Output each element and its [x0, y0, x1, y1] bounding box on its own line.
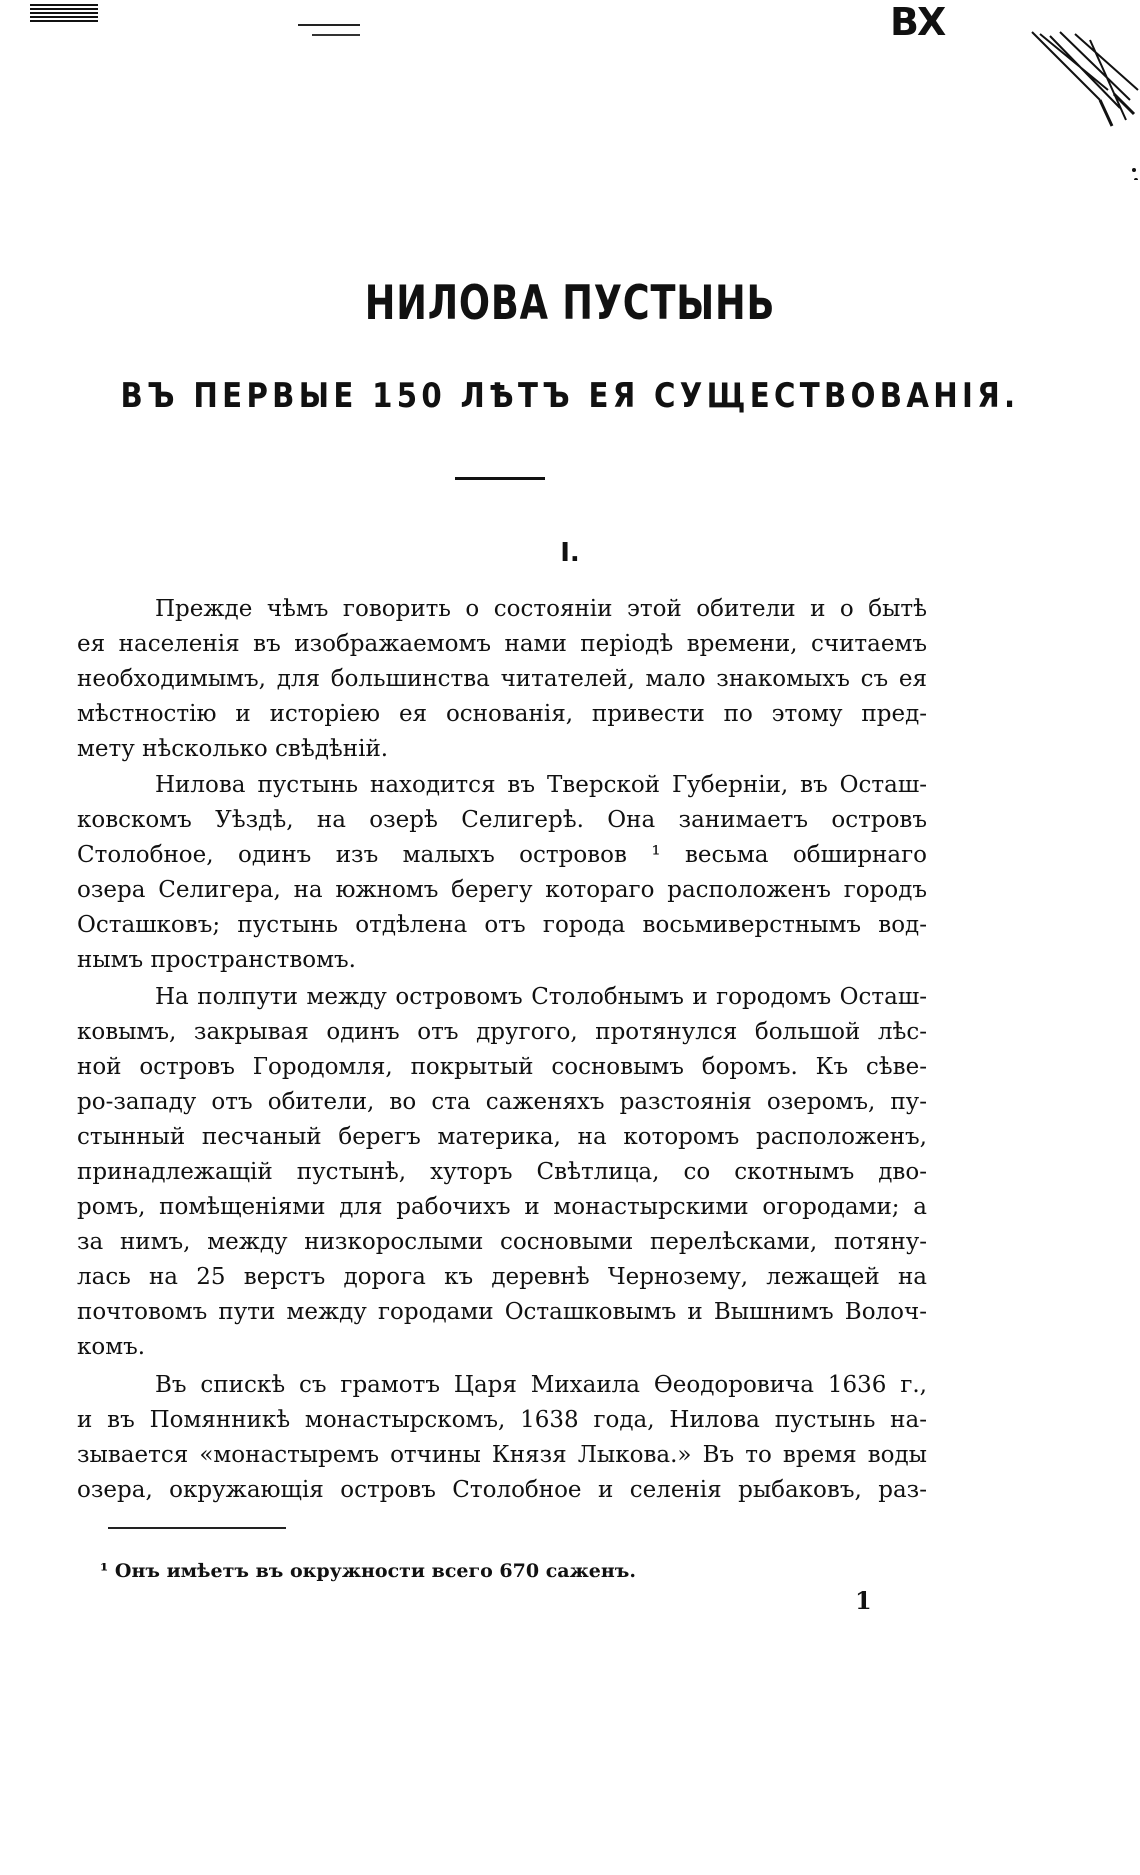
text-line: Нилова пустынь находится въ Тверской Губерніи, въ Осташ-	[155, 772, 927, 798]
text-line: за нимъ, между низкорослыми сосновыми перелѣсками, потяну-	[77, 1229, 927, 1255]
footnote-divider	[108, 1527, 286, 1529]
text-line: ро-западу отъ обители, во ста саженяхъ разстоянія озеромъ, пу-	[77, 1089, 927, 1115]
text-line: ея населенія въ изображаемомъ нами періодѣ времени, считаемъ	[77, 631, 927, 657]
text-line: Столобное, одинъ изъ малыхъ островов ¹ весьма обширнаго	[77, 842, 927, 868]
paragraph-3	[77, 980, 927, 1365]
paragraph-4	[77, 1368, 927, 1508]
title-divider	[455, 477, 545, 480]
text-line: озера, окружающія островъ Столобное и селенія рыбаковъ, раз-	[77, 1477, 927, 1503]
paragraph-1	[77, 592, 927, 767]
paragraph-2	[77, 768, 927, 978]
text-line: мету нѣсколько свѣдѣній.	[77, 736, 389, 762]
footnote: ¹ Онъ имѣетъ въ окружности всего 670 саженъ.	[100, 1560, 636, 1582]
text-line: зывается «монастыремъ отчины Князя Лыкова.» Въ то время воды	[77, 1442, 927, 1468]
text-line: необходимымъ, для большинства читателей, мало знакомыхъ съ ея	[77, 666, 927, 692]
scan-artifact-top-left	[30, 2, 98, 22]
text-line: и въ Помянникѣ монастырскомъ, 1638 года, Нилова пустынь на-	[77, 1407, 927, 1433]
page-title: НИЛОВА ПУСТЫНЬ	[364, 276, 776, 331]
text-line: принадлежащій пустынѣ, хуторъ Свѣтлица, со скотнымъ дво-	[77, 1159, 927, 1185]
text-line: Прежде чѣмъ говорить о состояніи этой обители и о бытѣ	[155, 596, 927, 622]
text-line: почтовомъ пути между городами Осташковымъ и Вышнимъ Волоч-	[77, 1299, 927, 1325]
scan-artifact-dash	[298, 24, 360, 26]
text-line: комъ.	[77, 1334, 146, 1360]
page-number: 1	[855, 1586, 872, 1615]
text-line: лась на 25 верстъ дорога къ деревнѣ Чернозему, лежащей на	[77, 1264, 927, 1290]
text-line: На полпути между островомъ Столобнымъ и городомъ Осташ-	[155, 984, 927, 1010]
text-line: Осташковъ; пустынь отдѣлена отъ города восьмиверстнымъ вод-	[77, 912, 927, 938]
scan-artifact-dash-lower	[312, 34, 360, 36]
page-subtitle: ВЪ ПЕРВЫЕ 150 ЛѢТЪ ЕЯ СУЩЕСТВОВАНІЯ.	[120, 376, 1020, 416]
text-line: стынный песчаный берегъ материка, на которомъ расположенъ,	[77, 1124, 927, 1150]
text-line: ковскомъ Уѣздѣ, на озерѣ Селигерѣ. Она занимаетъ островъ	[77, 807, 927, 833]
text-line: ной островъ Городомля, покрытый сосновымъ боромъ. Къ сѣве-	[77, 1054, 927, 1080]
text-line: мѣстностію и исторіею ея основанія, привести по этому пред-	[77, 701, 927, 727]
text-line: ромъ, помѣщеніями для рабочихъ и монастырскими огородами; а	[77, 1194, 927, 1220]
handwritten-note: ВХ	[890, 0, 945, 44]
text-line: ковымъ, закрывая одинъ отъ другого, протянулся большой лѣс-	[77, 1019, 927, 1045]
text-line: Въ спискѣ съ грамотъ Царя Михаила Ѳеодоровича 1636 г.,	[155, 1372, 927, 1398]
section-number: I.	[560, 538, 580, 568]
corner-scribble-mark	[1030, 30, 1140, 180]
text-line: нымъ пространствомъ.	[77, 947, 356, 973]
text-line: озера Селигера, на южномъ берегу котораго расположенъ городъ	[77, 877, 927, 903]
